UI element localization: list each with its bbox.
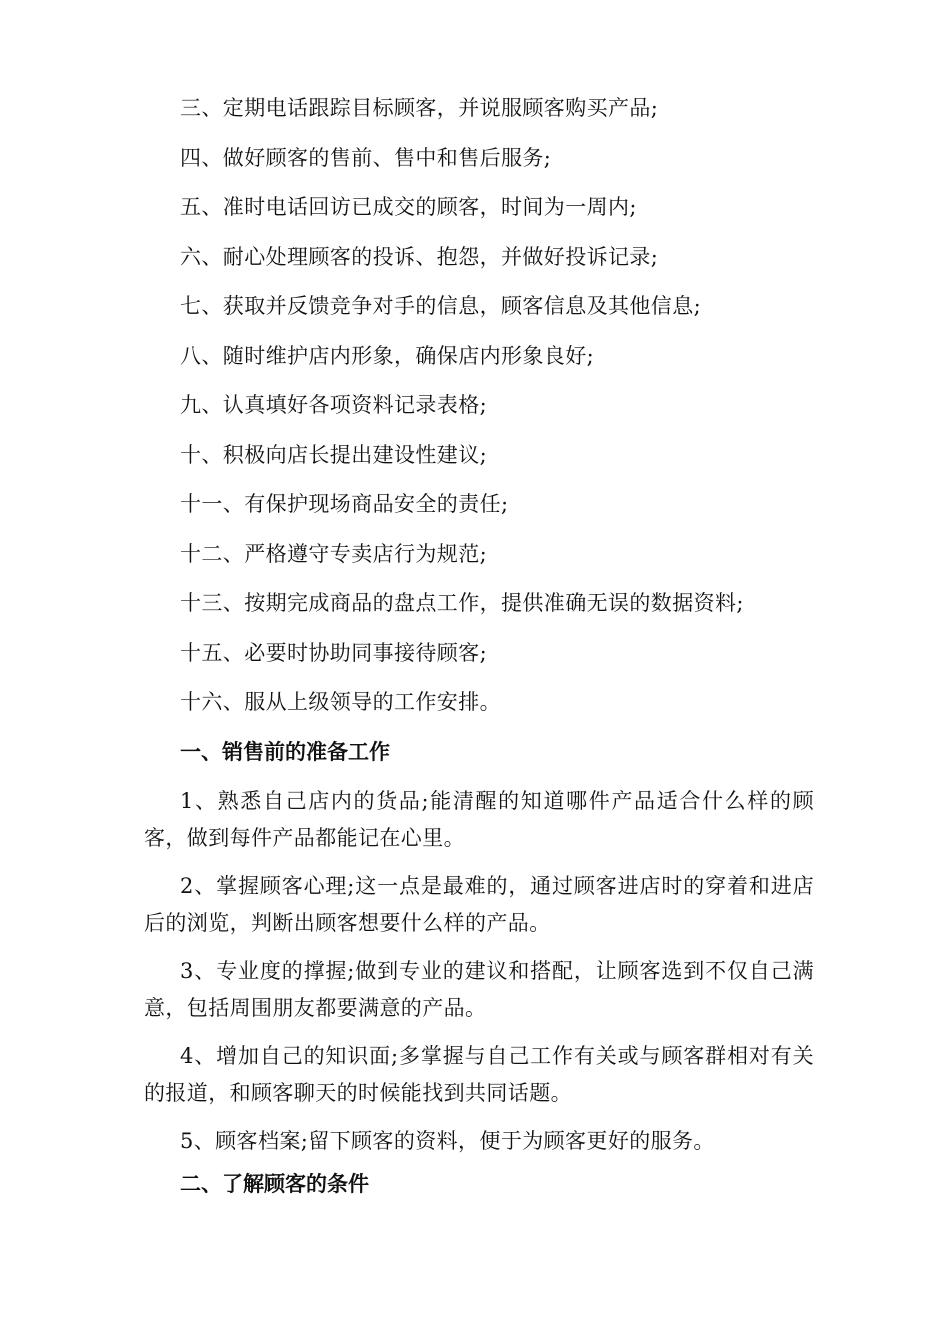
duty-item-11: 十一、有保护现场商品安全的责任; <box>180 492 509 516</box>
duty-item-6: 六、耐心处理顾客的投诉、抱怨，并做好投诉记录; <box>180 245 659 269</box>
duty-item-3: 三、定期电话跟踪目标顾客，并说服顾客购买产品; <box>180 96 659 120</box>
duty-item-12: 十二、严格遵守专卖店行为规范; <box>180 542 488 566</box>
duty-item-9: 九、认真填好各项资料记录表格; <box>180 393 488 417</box>
duty-item-13: 十三、按期完成商品的盘点工作，提供准确无误的数据资料; <box>180 591 744 615</box>
duty-item-8: 八、随时维护店内形象，确保店内形象良好; <box>180 344 595 368</box>
duty-item-4: 四、做好顾客的售前、售中和售后服务; <box>180 146 552 170</box>
preparation-item-1: 1、熟悉自己店内的货品;能清醒的知道哪件产品适合什么样的顾客，做到每件产品都能记在心里。 <box>144 789 814 850</box>
preparation-item-4: 4、增加自己的知识面;多掌握与自己工作有关或与顾客群相对有关的报道，和顾客聊天的时候能找到共同话题。 <box>144 1044 814 1105</box>
preparation-item-5: 5、顾客档案;留下顾客的资料，便于为顾客更好的服务。 <box>180 1129 715 1153</box>
duty-item-15: 十五、必要时协助同事接待顾客; <box>180 641 488 665</box>
preparation-item-2: 2、掌握顾客心理;这一点是最难的，通过顾客进店时的穿着和进店后的浏览，判断出顾客想要什么样的产品。 <box>144 874 814 935</box>
duty-item-7: 七、获取并反馈竞争对手的信息，顾客信息及其他信息; <box>180 294 702 318</box>
section-heading-preparation: 一、销售前的准备工作 <box>180 740 390 764</box>
section-heading-customer-conditions: 二、了解顾客的条件 <box>180 1172 369 1196</box>
duty-item-16: 十六、服从上级领导的工作安排。 <box>180 690 501 714</box>
duty-item-10: 十、积极向店长提出建设性建议; <box>180 443 488 467</box>
preparation-item-3: 3、专业度的撑握;做到专业的建议和搭配，让顾客选到不仅自己满意，包括周围朋友都要满意的产品。 <box>144 959 814 1020</box>
duty-item-5: 五、准时电话回访已成交的顾客，时间为一周内; <box>180 195 637 219</box>
